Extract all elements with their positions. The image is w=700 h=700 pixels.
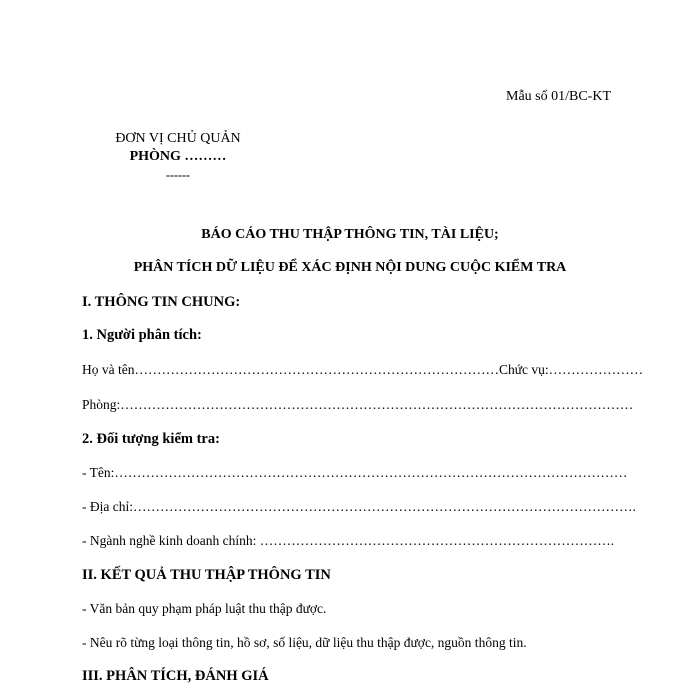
section-analysis-heading: III. PHÂN TÍCH, ĐÁNH GIÁ [82,668,269,684]
report-title-line-2: PHÂN TÍCH DỮ LIỆU ĐỂ XÁC ĐỊNH NỘI DUNG CUỘC KIỂM TRA [133,260,567,275]
header-separator: ------ [166,168,190,182]
section-general-info-heading: I. THÔNG TIN CHUNG: [82,294,241,310]
subject-address-line: - Địa chỉ:…………………………………………………………………………………………………. [82,499,636,514]
governing-unit-label: ĐƠN VỊ CHỦ QUẢN [115,131,241,146]
section-collection-results-heading: II. KẾT QUẢ THU THẬP THÔNG TIN [82,567,331,583]
department-label: PHÒNG ……… [129,149,227,164]
inspection-subject-subheading: 2. Đối tượng kiểm tra: [82,431,220,447]
subject-business-line: - Ngành nghề kinh doanh chính: ……………………………………………………………………. [82,533,615,548]
collection-item-information-types: - Nêu rõ từng loại thông tin, hồ sơ, số liệu, dữ liệu thu thập được, nguồn thông tin. [82,635,527,650]
subject-name-line: - Tên:…………………………………………………………………………………………………… [82,465,628,480]
form-code: Mẫu số 01/BC-KT [506,89,611,104]
collection-item-legal-documents: - Văn bản quy phạm pháp luật thu thập được. [82,601,327,616]
analyst-name-line: Họ và tên………………………………………………………………………Chức vụ:………………… [82,362,644,377]
analyst-subheading: 1. Người phân tích: [82,327,202,343]
report-title-line-1: BÁO CÁO THU THẬP THÔNG TIN, TÀI LIỆU; [201,227,499,242]
analyst-department-line: Phòng:…………………………………………………………………………………………………… [82,397,634,412]
